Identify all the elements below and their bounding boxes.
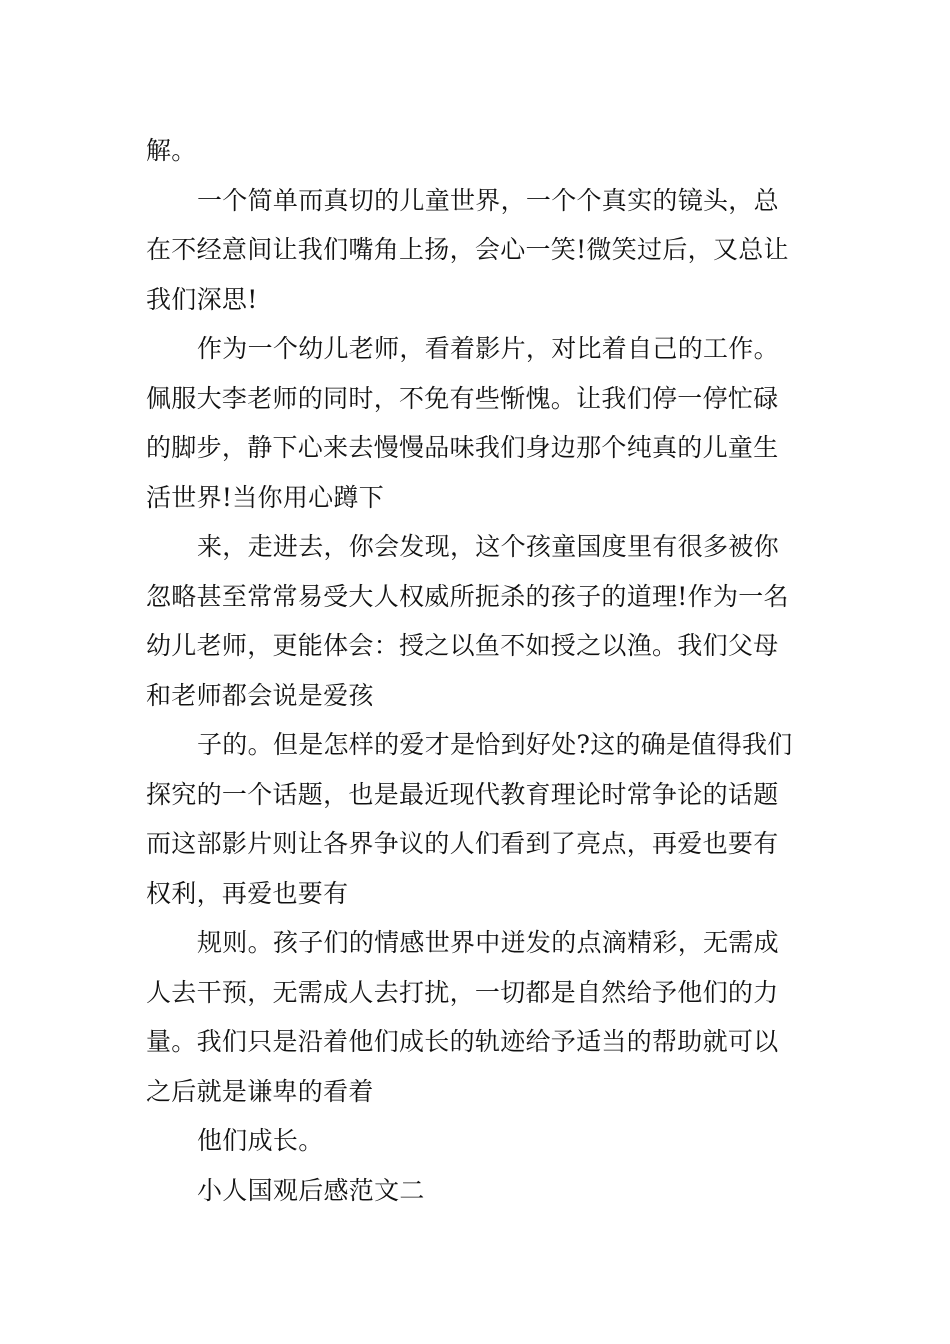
text-line: 的脚步，静下心来去慢慢品味我们身边那个纯真的儿童生 (146, 433, 779, 462)
text-line: 活世界!当你用心蹲下 (146, 482, 385, 512)
text-line: 人去干预，无需成人去打扰，一切都是自然给予他们的力 (146, 977, 779, 1007)
text-line: 权利，再爱也要有 (146, 878, 349, 908)
text-line: 之后就是谦卑的看着 (146, 1076, 374, 1106)
text-line: 在不经意间让我们嘴角上扬，会心一笑!微笑过后，又总让 (146, 235, 789, 264)
text-line: 佩服大李老师的同时，不免有些惭愧。让我们停一停忙碌 (146, 383, 779, 413)
paragraph-start-line: 规则。孩子们的情感世界中迸发的点滴精彩，无需成 (197, 928, 779, 957)
paragraph-start-line: 子的。但是怎样的爱才是恰到好处?这的确是值得我们 (197, 730, 793, 759)
text-line: 而这部影片则让各界争议的人们看到了亮点，再爱也要有 (146, 829, 779, 858)
paragraph-start-line: 他们成长。 (197, 1126, 324, 1155)
paragraph-start-line: 一个简单而真切的儿童世界，一个个真实的镜头，总 (197, 185, 779, 215)
text-line: 解。 (146, 136, 197, 165)
section-heading: 小人国观后感范文二 (197, 1175, 425, 1205)
paragraph-start-line: 来，走进去，你会发现，这个孩童国度里有很多被你 (197, 532, 779, 561)
paragraph-start-line: 作为一个幼儿老师，看着影片，对比着自己的工作。 (197, 334, 779, 363)
text-line: 我们深思! (146, 284, 258, 314)
text-line: 量。我们只是沿着他们成长的轨迹给予适当的帮助就可以 (146, 1027, 779, 1056)
text-line: 忽略甚至常常易受大人权威所扼杀的孩子的道理!作为一名 (146, 581, 789, 611)
text-line: 探究的一个话题，也是最近现代教育理论时常争论的话题 (146, 779, 779, 809)
text-line: 和老师都会说是爱孩 (146, 680, 374, 710)
text-line: 幼儿老师，更能体会：授之以鱼不如授之以渔。我们父母 (146, 631, 779, 660)
body-text (146, 126, 810, 1215)
